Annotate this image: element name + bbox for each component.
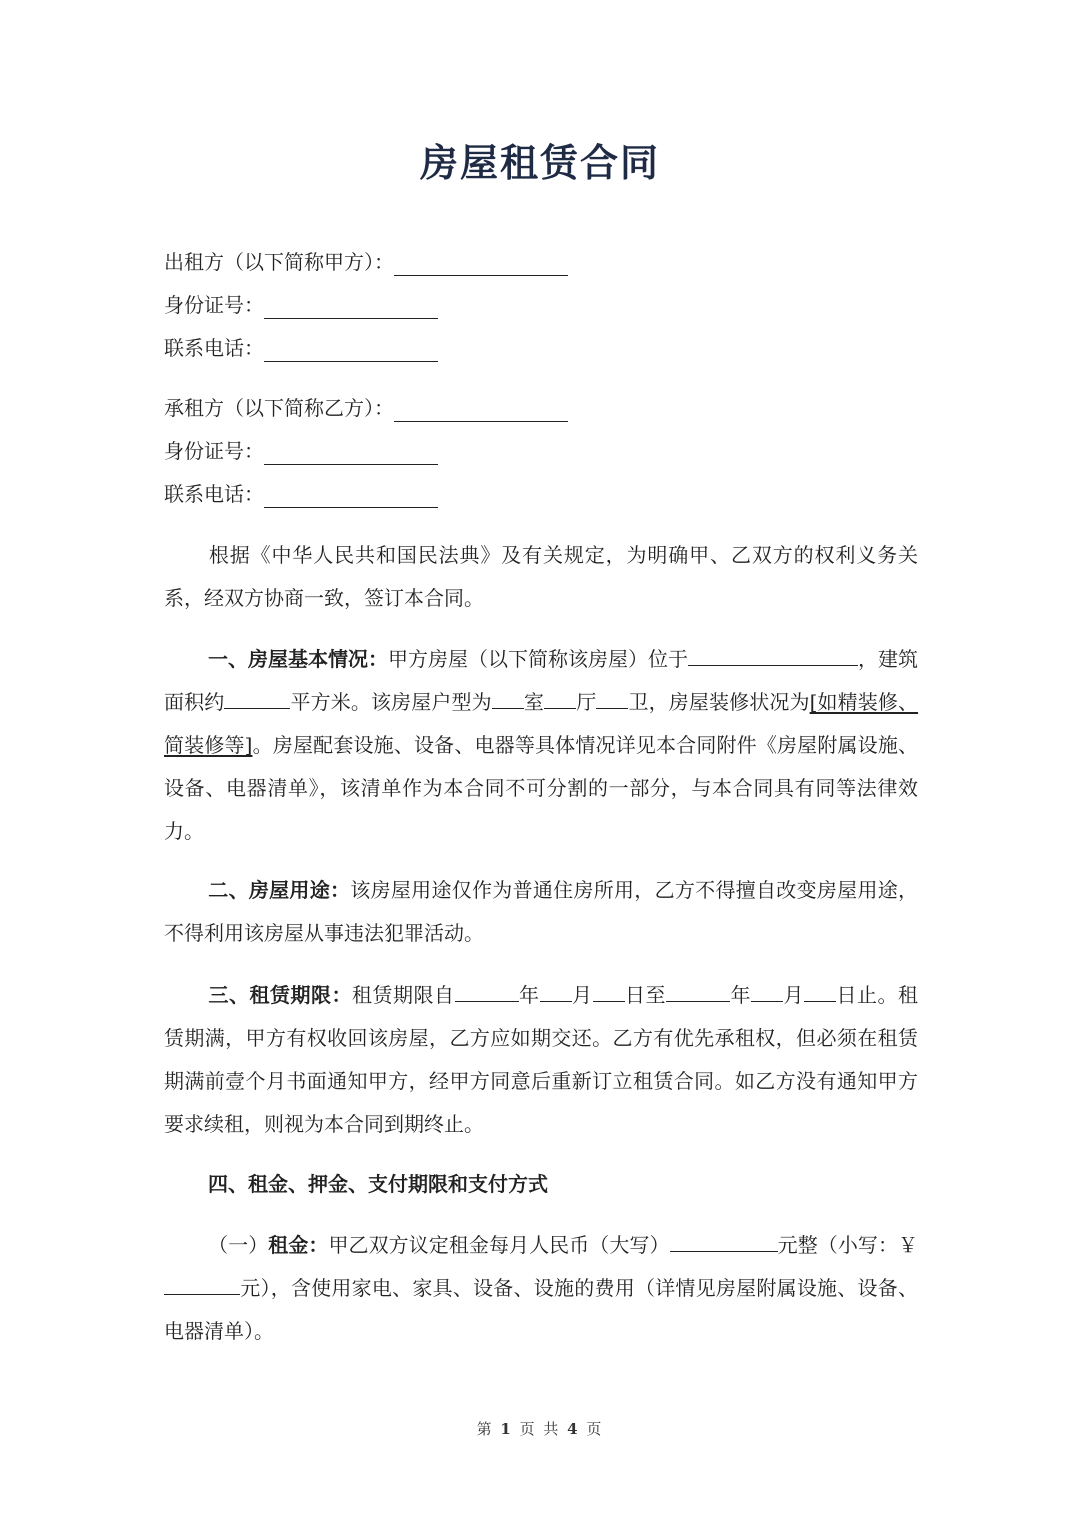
location-blank[interactable]	[688, 641, 858, 666]
lessor-phone-blank[interactable]	[264, 339, 438, 362]
page-title: 房屋租赁合同	[419, 140, 660, 185]
section-2-text: 该房屋用途仅作为普通住房所用，乙方不得擅自改变房屋用途，不得利用该房屋从事违法犯罪活动。	[164, 878, 919, 945]
intro-text: 根据《中华人民共和国民法典》及有关规定，为明确甲、乙双方的权利义务关系，经双方协商一致，签订本合同。	[164, 543, 918, 610]
section-3-paragraph	[164, 974, 918, 1146]
lessee-phone-blank[interactable]	[264, 485, 438, 508]
end-day-blank[interactable]	[804, 977, 836, 1002]
lessor-name-blank[interactable]	[394, 253, 568, 276]
end-month-label: 月	[783, 983, 804, 1007]
rent-prefix: （一）	[208, 1233, 269, 1257]
section-3-text-b: 租赁期满，甲方有权收回该房屋，乙方应如期交还。乙方有优先承租权，但必须在租赁期满前壹个月书面通知甲方，经甲方同意后重新订立租赁合同。如乙方没有通知甲方要求续租，则视为本合同到期终止。	[164, 983, 918, 1136]
area-blank[interactable]	[224, 684, 290, 709]
rent-amount-words-blank[interactable]	[670, 1227, 778, 1252]
section-4-heading: 四、租金、押金、支付期限和支付方式	[208, 1172, 548, 1196]
lessee-phone-line	[164, 480, 438, 508]
lessee-phone-label: 联系电话：	[164, 482, 264, 506]
lessee-name-blank[interactable]	[394, 399, 568, 422]
room-label: 室	[523, 690, 545, 714]
total-page-number: 4	[567, 1420, 580, 1438]
start-year-label: 年	[518, 983, 540, 1007]
bath-label: 卫，房屋装修状况为	[628, 690, 810, 714]
section-1-paragraph	[164, 638, 918, 853]
section-3-text-a: 租赁期限自	[352, 983, 455, 1007]
section-1-text-b: ，建筑面积约	[164, 647, 918, 714]
end-year-blank[interactable]	[666, 977, 730, 1002]
section-1-text-d: 。房屋配套设施、设备、电器等具体情况详见本合同附件《房屋附属设施、设备、电器清单》，该清单作为本合同不可分割的一部分，与本合同具有同等法律效力。	[164, 733, 919, 843]
intro-paragraph	[164, 534, 918, 620]
lessor-name-line	[164, 248, 568, 276]
hall-count-blank[interactable]	[544, 684, 576, 709]
lessor-id-line	[164, 291, 438, 319]
lessor-name-label: 出租方（以下简称甲方）：	[164, 250, 394, 274]
lessee-id-line	[164, 437, 438, 465]
bath-count-blank[interactable]	[596, 684, 628, 709]
section-3-heading: 三、租赁期限：	[208, 983, 352, 1007]
footer-suffix: 页	[586, 1420, 604, 1438]
rent-text-b: 元整（小写：	[777, 1233, 899, 1257]
footer-mid: 页 共	[519, 1420, 561, 1438]
section-1-text-c: 平方米。该房屋户型为	[290, 690, 492, 714]
start-year-blank[interactable]	[455, 977, 519, 1002]
start-month-blank[interactable]	[540, 977, 572, 1002]
lessee-name-label: 承租方（以下简称乙方）：	[164, 396, 394, 420]
decor-option-field[interactable]: [如精装修、简装修等]	[164, 690, 919, 757]
lessor-phone-line	[164, 334, 438, 362]
start-month-label: 月	[571, 983, 593, 1007]
section-1-text-a: 甲方房屋（以下简称该房屋）位于	[388, 647, 688, 671]
footer-prefix: 第	[476, 1420, 494, 1438]
end-year-label: 年	[730, 983, 751, 1007]
section-1-heading: 一、房屋基本情况：	[208, 647, 388, 671]
end-day-label: 日止。	[836, 983, 898, 1007]
lessee-id-label: 身份证号：	[164, 439, 264, 463]
lessor-id-label: 身份证号：	[164, 293, 264, 317]
section-4-rent-paragraph	[164, 1224, 918, 1353]
rent-amount-figures-blank[interactable]	[164, 1270, 240, 1295]
lessee-id-blank[interactable]	[264, 442, 438, 465]
rent-heading: 租金：	[268, 1233, 329, 1257]
room-count-blank[interactable]	[492, 684, 524, 709]
page-footer	[0, 1418, 1080, 1439]
start-day-blank[interactable]	[593, 977, 625, 1002]
hall-label: 厅	[576, 690, 597, 714]
start-day-label: 日至	[624, 983, 666, 1007]
end-month-blank[interactable]	[751, 977, 783, 1002]
lessee-name-line	[164, 394, 568, 422]
section-2-paragraph	[164, 869, 918, 955]
rent-text-c: 元），含使用家电、家具、设备、设施的费用（详情见房屋附属设施、设备、电器清单）。	[164, 1276, 918, 1343]
lessor-phone-label: 联系电话：	[164, 336, 264, 360]
current-page-number: 1	[500, 1420, 513, 1438]
rent-text-a: 甲乙双方议定租金每月人民币（大写）	[328, 1233, 670, 1257]
lessor-id-blank[interactable]	[264, 296, 438, 319]
section-2-heading: 二、房屋用途：	[208, 878, 351, 902]
currency-symbol: ￥	[898, 1233, 919, 1257]
